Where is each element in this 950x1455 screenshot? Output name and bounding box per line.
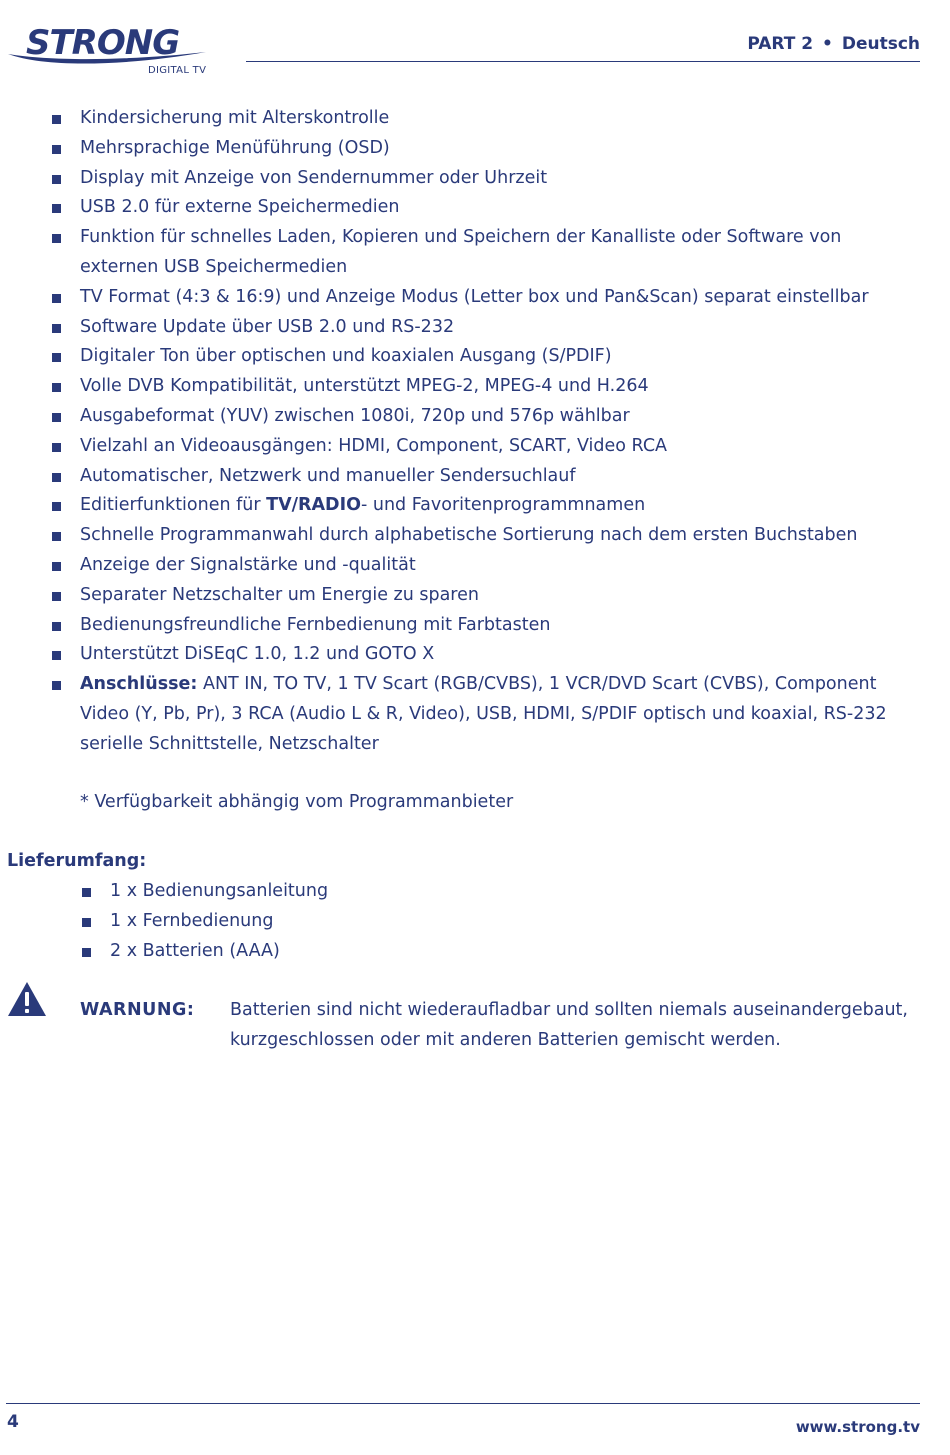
scope-item [0,937,328,967]
feature-text: Automatischer, Netzwerk und manueller Sendersuchlauf [80,465,576,486]
logo-text: STRONG [26,23,180,63]
feature-text: Digitaler Ton über optischen und koaxialen Ausgang (S/PDIF) [80,346,612,367]
feature-item [0,104,920,134]
scope-item-text: 1 x Bedienungsanleitung [110,881,329,901]
bullet-icon [52,592,61,601]
feature-item [0,283,920,313]
feature-text-after: ANT IN, TO TV, 1 TV Scart (RGB/CVBS), 1 VCR/DVD Scart (CVBS), Component Video (Y, Pb, Pr), 3 RCA (Audio L & R, Video), USB, HDMI, S/PDIF optisch und koaxial, RS-232 serielle Schnittstelle, Netzschalter [80,674,887,754]
feature-item [0,372,920,402]
feature-text: Unterstützt DiSEqC 1.0, 1.2 und GOTO X [80,644,435,665]
bullet-icon [52,443,61,452]
scope-item [0,877,328,907]
separator-dot: • [822,34,833,54]
feature-item [0,670,920,759]
bullet-icon [52,532,61,541]
bullet-icon [52,324,61,333]
bullet-icon [52,353,61,362]
warning-triangle-icon [6,980,48,1018]
part-label: PART 2 [747,34,814,54]
feature-text: Separater Netzschalter um Energie zu sparen [80,584,479,605]
feature-item [0,521,920,551]
scope-item-text: 2 x Batterien (AAA) [110,940,280,961]
bullet-icon [52,175,61,184]
feature-text: Bedienungsfreundliche Fernbedienung mit Farbtasten [80,614,551,635]
bullet-icon [82,918,91,927]
bullet-icon [52,651,61,660]
feature-text: TV Format (4:3 & 16:9) und Anzeige Modus (Letter box und Pan&Scan) separat einstellbar [80,286,869,307]
website-link[interactable]: www.strong.tv [795,1418,920,1436]
feature-text: Anzeige der Signalstärke und -qualität [80,554,416,575]
feature-text: Ausgabeformat (YUV) zwischen 1080i, 720p und 576p wählbar [80,405,630,426]
scope-item-text: 1 x Fernbedienung [110,910,274,931]
feature-text: Kindersicherung mit Alterskontrolle [80,108,390,128]
feature-item [0,164,920,194]
feature-text: USB 2.0 für externe Speichermedien [80,197,400,218]
warning-label: WARNUNG: [80,1000,195,1020]
feature-text-bold: TV/RADIO [266,495,361,516]
feature-item [0,551,920,581]
footer-divider [6,1403,920,1404]
bullet-icon [52,234,61,243]
feature-item [0,640,920,670]
bullet-icon [52,681,61,690]
feature-item [0,611,920,641]
bullet-icon [52,145,61,154]
feature-item [0,193,920,223]
bullet-icon [52,294,61,303]
feature-item [0,491,920,521]
scope-item [0,907,328,937]
feature-item [0,432,920,462]
feature-text: Software Update über USB 2.0 und RS-232 [80,316,455,337]
logo-subtitle: DIGITAL TV [148,65,207,76]
scope-list [0,877,328,966]
bullet-icon [82,888,91,897]
feature-text: Vielzahl an Videoausgängen: HDMI, Component, SCART, Video RCA [80,435,668,456]
bullet-icon [52,115,61,124]
scope-title: Lieferumfang: [7,851,147,871]
feature-item [0,581,920,611]
feature-item [0,223,920,283]
bullet-icon [52,204,61,213]
feature-list [0,104,920,760]
header-divider [246,61,920,62]
feature-item [0,134,920,164]
bullet-icon [52,473,61,482]
language-label: Deutsch [841,34,920,54]
page-number: 4 [7,1412,19,1432]
feature-text-after: - und Favoritenprogrammnamen [360,495,646,516]
bullet-icon [52,562,61,571]
feature-text-bold: Anschlüsse: [80,674,198,695]
feature-text-before: Editierfunktionen für [80,495,267,516]
feature-text: Schnelle Programmanwahl durch alphabetische Sortierung nach dem ersten Buchstaben [80,525,858,546]
bullet-icon [52,413,61,422]
header-section-label [747,34,920,54]
feature-text: Mehrsprachige Menüführung (OSD) [80,137,390,158]
footnote: * Verfügbarkeit abhängig vom Programmanbieter [80,792,514,812]
bullet-icon [52,383,61,392]
bullet-icon [52,502,61,511]
feature-item [0,342,920,372]
feature-text: Display mit Anzeige von Sendernummer oder Uhrzeit [80,167,548,188]
warning-text: Batterien sind nicht wiederaufladbar und sollten niemals auseinandergebaut, kurzgeschlossen oder mit anderen Batterien gemischt werden. [230,1000,908,1050]
feature-item [0,462,920,492]
feature-item [0,402,920,432]
bullet-icon [52,622,61,631]
feature-item [0,313,920,343]
feature-text: Funktion für schnelles Laden, Kopieren und Speichern der Kanalliste oder Software von externen USB Speichermedien [80,227,842,277]
feature-text: Volle DVB Kompatibilität, unterstützt MPEG-2, MPEG-4 und H.264 [80,376,649,397]
bullet-icon [82,948,91,957]
